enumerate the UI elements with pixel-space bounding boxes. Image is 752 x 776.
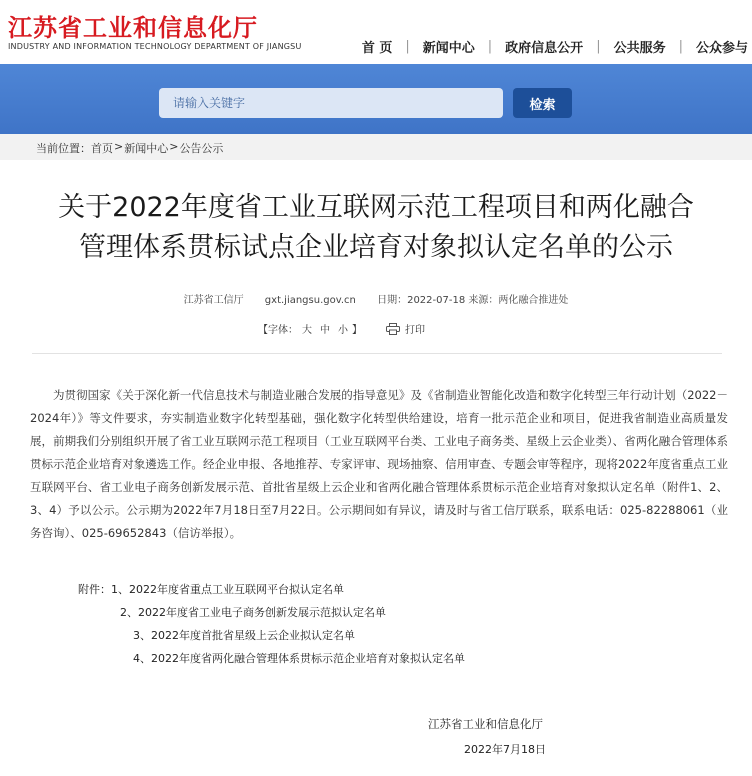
nav-item-news[interactable]: 新闻中心 <box>422 41 475 56</box>
font-size-medium[interactable]: 中 <box>320 325 330 336</box>
search-input[interactable] <box>159 88 503 118</box>
site-header <box>0 0 752 64</box>
font-size-large[interactable]: 大 <box>302 325 312 336</box>
divider <box>32 353 722 354</box>
nav-item-participation[interactable]: 公众参与 <box>695 41 748 56</box>
breadcrumb <box>36 140 223 156</box>
print-label: 打印 <box>405 325 425 336</box>
article-paragraph: 为贯彻国家《关于深化新一代信息技术与制造业融合发展的指导意见》及《省制造业智能化改造和数字化转型三年行动计划（2022－2024年）》等文件要求，夯实制造业数字化转型基础，强化数字化转型供给建设，培育一批示范企业和项目，促进我省制造业高质量发展，前期我们分别组织开展了省工业互联网示范工程项目（工业互联网平台类、工业电子商务类、星级上云企业类）、省两化融合管理体系贯标示范企业培育对象遴选工作。经企业申报、各地推荐、专家评审、现场抽察、信用审查、专题会审等程序，现将2022年度省重点工业互联网平台、省工业电子商务创新发展示范、首批省星级上云企业和省两化融合管理体系贯标示范企业培育对象拟认定名单（附件1、2、3、4）予以公示。公示期为2022年7月18日至7月22日。公示期间如有异议，请及时与省工信厅联系，联系电话：025-82288061（业务咨询）、025-69652843（信访举报）。 <box>30 388 728 540</box>
breadcrumb-prefix: 当前位置： <box>36 142 91 155</box>
breadcrumb-news[interactable]: 新闻中心 <box>124 142 169 155</box>
attachment-4[interactable]: 4、2022年度省两化融合管理体系贯标示范企业培育对象拟认定名单 <box>133 652 465 665</box>
search-band <box>0 64 752 134</box>
breadcrumb-bar <box>0 134 752 160</box>
article-meta <box>0 291 752 306</box>
nav-item-public-service[interactable]: 公共服务 <box>613 41 666 56</box>
font-size-tools <box>258 321 425 336</box>
article-domain: gxt.jiangsu.gov.cn <box>264 295 356 306</box>
search-button[interactable]: 检索 <box>513 88 572 118</box>
signature-date: 2022年7月18日 <box>464 743 546 756</box>
nav-item-gov-info[interactable]: 政府信息公开 <box>505 41 584 56</box>
page-title <box>0 188 752 268</box>
nav-separator: | <box>678 39 683 54</box>
attachment-2[interactable]: 2、2022年度省工业电子商务创新发展示范拟认定名单 <box>120 606 386 619</box>
breadcrumb-separator: > <box>114 140 124 153</box>
article-body <box>30 384 728 545</box>
breadcrumb-home[interactable]: 首页 <box>91 142 113 155</box>
font-size-small[interactable]: 小 <box>338 325 348 336</box>
breadcrumb-notices[interactable]: 公告公示 <box>179 142 224 155</box>
font-size-label-close: 】 <box>352 325 362 336</box>
article-date-source: 日期：2022-07-18 来源：两化融合推进处 <box>377 295 569 306</box>
nav-separator: | <box>487 39 493 54</box>
nav-item-home[interactable]: 首 页 <box>361 41 393 56</box>
main-nav <box>362 37 748 56</box>
attachment-1[interactable]: 附件：1、2022年度省重点工业互联网平台拟认定名单 <box>78 583 344 596</box>
article-source: 江苏省工信厅 <box>183 295 244 306</box>
nav-separator: | <box>405 39 410 54</box>
signature: 江苏省工业和信息化厅 <box>428 717 543 731</box>
printer-icon <box>386 323 400 335</box>
page-title-line-2: 管理体系贯标试点企业培育对象拟认定名单的公示 <box>79 232 673 263</box>
site-logo-english: INDUSTRY AND INFORMATION TECHNOLOGY DEPARTMENT OF JIANGSU <box>8 42 302 51</box>
nav-separator: | <box>596 39 601 54</box>
breadcrumb-separator: > <box>169 140 179 153</box>
font-size-label-open: 【字体： <box>258 325 298 336</box>
print-button[interactable] <box>386 321 425 336</box>
page-title-line-1: 关于2022年度省工业互联网示范工程项目和两化融合 <box>58 192 694 223</box>
site-logo[interactable]: 江苏省工业和信息化厅 <box>8 14 258 42</box>
attachment-3[interactable]: 3、2022年度首批省星级上云企业拟认定名单 <box>133 629 355 642</box>
